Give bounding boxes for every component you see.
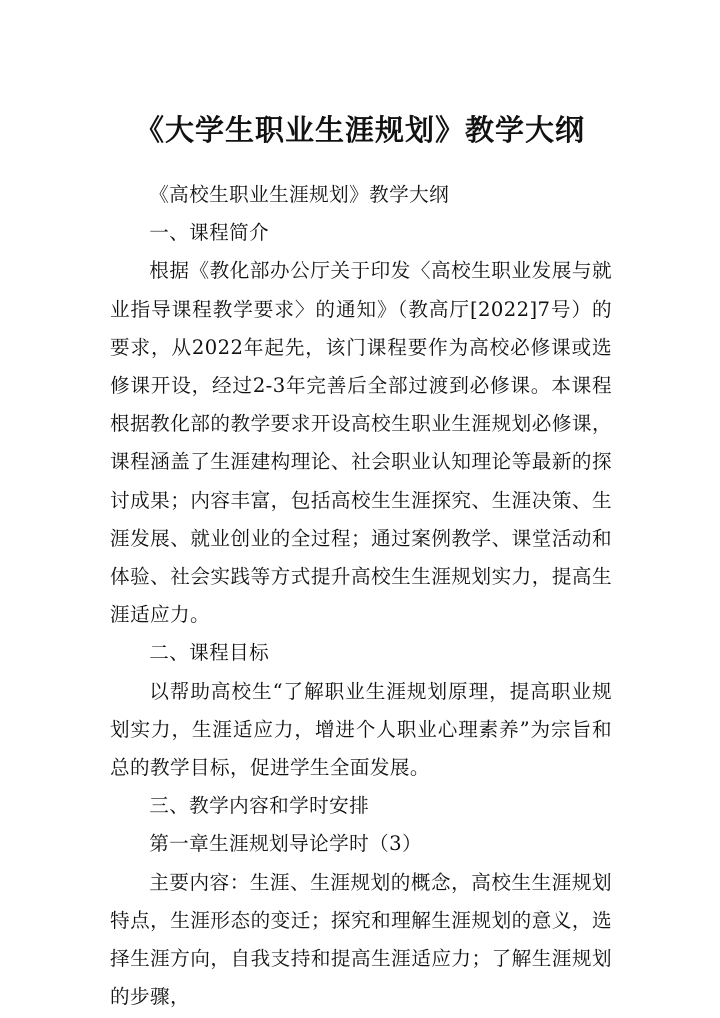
goals-paragraph: 以帮助高校生“了解职业生涯规划原理，提高职业规划实力，生涯适应力，增进个人职业心理素养”为宗旨和总的教学目标，促进学生全面发展。: [110, 679, 612, 780]
subtitle-paragraph: 《高校生职业生涯规划》教学大纲: [149, 183, 450, 206]
section-heading-intro: 一、课程简介: [149, 221, 270, 245]
document-title: 《大学生职业生涯规划》教学大纲: [134, 113, 585, 147]
section-heading-content: 三、教学内容和学时安排: [149, 794, 370, 818]
chapter-heading: 第一章生涯规划导论学时（3）: [149, 832, 422, 856]
intro-paragraph: 根据《教化部办公厅关于印发〈高校生职业发展与就业指导课程教学要求〉的通知》（教高厅[2022]7号）的要求，从2022年起先，该门课程要作为高校必修课或选修课开设，经过2-3年完善后全部过渡到必修课。本课程根据教化部的教学要求开设高校生职业生涯规划必修课，课程涵盖了生涯建构理论、社会职业认知理论等最新的探讨成果；内容丰富，包括高校生生涯探究、生涯决策、生涯发展、就业创业的全过程；通过案例教学、课堂活动和体验、社会实践等方式提升高校生生涯规划实力，提高生涯适应力。: [110, 259, 612, 627]
document-body: [110, 176, 612, 1016]
section-heading-goals: 二、课程目标: [149, 641, 270, 665]
chapter-content-paragraph: 主要内容：生涯、生涯规划的概念，高校生生涯规划特点，生涯形态的变迁；探究和理解生涯规划的意义，选择生涯方向，自我支持和提高生涯适应力；了解生涯规划的步骤，: [110, 870, 612, 1009]
